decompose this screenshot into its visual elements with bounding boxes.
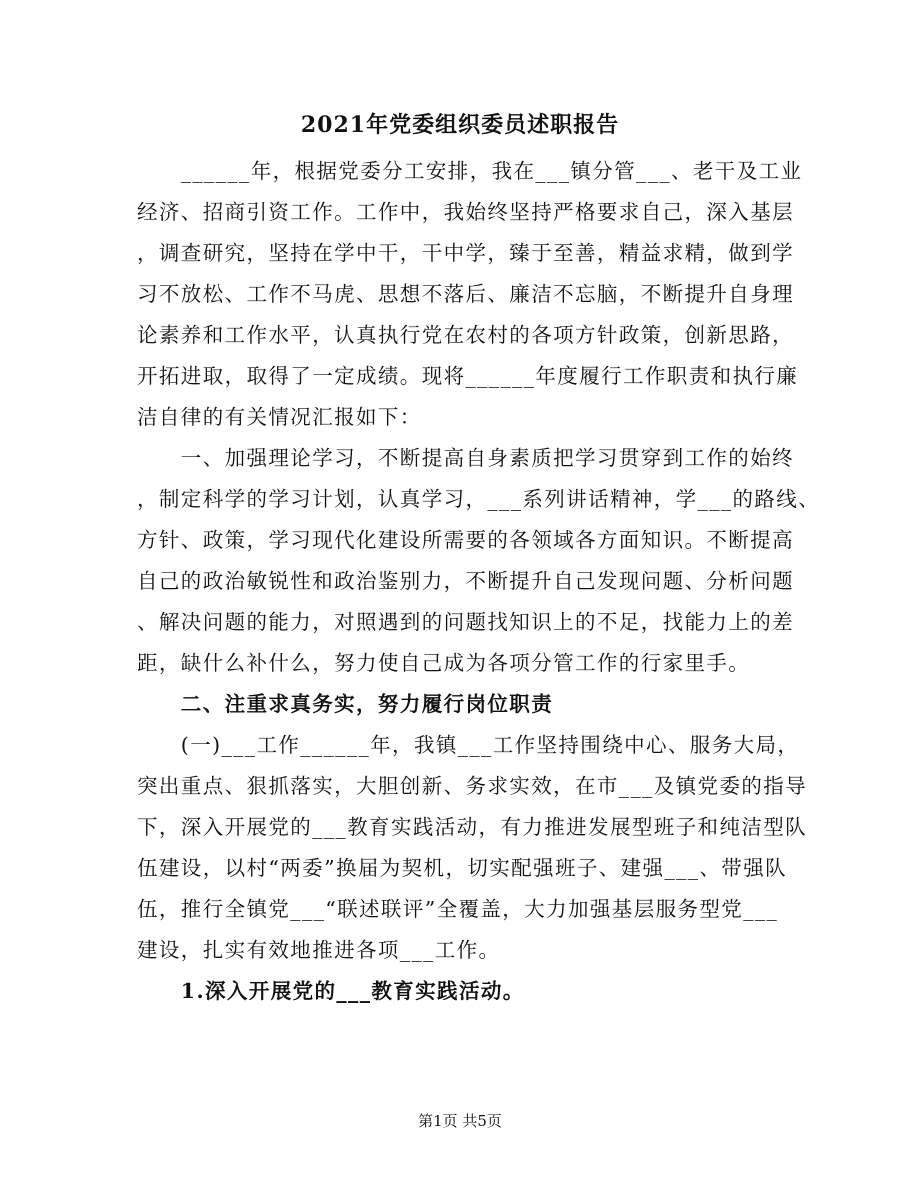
text-line: 经济、招商引资工作。工作中，我始终坚持严格要求自己，深入基层 [137,200,794,224]
section-heading-line: 二、注重求真务实，努力履行岗位职责 [137,692,554,716]
text-line: 距，缺什么补什么，努力使自己成为各项分管工作的行家里手。 [137,651,751,675]
text-line: 突出重点、狠抓落实，大胆创新、务求实效，在市___及镇党委的指导 [137,774,808,798]
text-line: 自己的政治敏锐性和政治鉴别力，不断提升自己发现问题、分析问题 [137,569,794,593]
section-heading-line: 1.深入开展党的___教育实践活动。 [137,979,525,1003]
text-line: ，调查研究，坚持在学中干，干中学，臻于至善，精益求精，做到学 [137,241,794,265]
text-line: 一、加强理论学习，不断提高自身素质把学习贯穿到工作的始终 [137,446,794,470]
text-line: (一)___工作______年，我镇___工作坚持围绕中心、服务大局， [137,733,800,757]
text-line: 下，深入开展党的___教育实践活动，有力推进发展型班子和纯洁型队 [137,815,808,839]
document-body [137,151,821,1012]
page-footer: 第1页 共5页 [418,1112,502,1130]
text-line: 、解决问题的能力，对照遇到的问题找知识上的不足，找能力上的差 [137,610,794,634]
text-line: ，制定科学的学习计划，认真学习，___系列讲话精神，学___的路线、 [137,487,821,511]
text-line: 伍建设，以村“两委”换届为契机，切实配强班子、建强___、带强队 [137,856,788,880]
document-title: 2021年党委组织委员述职报告 [300,112,620,138]
text-line: 伍，推行全镇党___“联述联评”全覆盖，大力加强基层服务型党___ [137,897,779,921]
text-line: 论素养和工作水平，认真执行党在农村的各项方针政策，创新思路， [137,323,794,347]
text-line: ______年，根据党委分工安排，我在___镇分管___、老干及工业 [137,159,803,183]
text-line: 方针、政策，学习现代化建设所需要的各领域各方面知识。不断提高 [137,528,794,552]
text-line: 建设，扎实有效地推进各项___工作。 [137,938,501,962]
text-line: 习不放松、工作不马虎、思想不落后、廉洁不忘脑，不断提升自身理 [137,282,794,306]
text-line: 开拓进取，取得了一定成绩。现将______年度履行工作职责和执行廉 [137,364,799,388]
text-line: 洁自律的有关情况汇报如下： [137,405,422,429]
